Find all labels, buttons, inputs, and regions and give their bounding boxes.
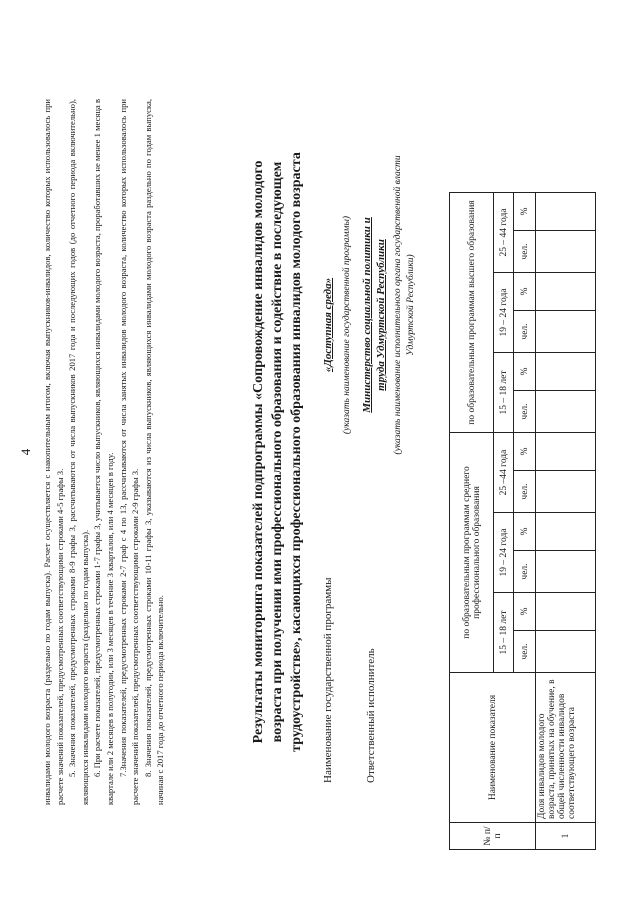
- table-cell: [536, 513, 596, 551]
- unit-percent-header: %: [514, 593, 536, 631]
- note-paragraph: 5. Значения показателей, предусмотренных строками 8-9 графы 3, рассчитываются от числа выпускников 2017 года и последующих годов (до отчетного периода включительно), являющихся инвалидами молодого возраста (раздельно по годам выпуска).: [67, 99, 90, 805]
- notes-block: [41, 99, 167, 805]
- table-cell: [536, 193, 596, 231]
- table-cell: [536, 551, 596, 593]
- table-cell: [536, 311, 596, 353]
- age-group-header: 25 – 44 года: [494, 193, 514, 273]
- unit-people-header: чел.: [514, 311, 536, 353]
- note-paragraph: инвалидами молодого возраста (раздельно по годам выпуска). Расчет осуществляется с накопительным итогом, включая выпускников-инвалидов, количество которых использовалось при расчете значений показателей, предусмотренных соответствующими строками 4-5 графы 3.: [42, 99, 65, 805]
- executor-value: Министерство социальной политики и труда Удмуртской Республики: [361, 217, 387, 413]
- unit-percent-header: %: [514, 353, 536, 391]
- table-cell: [536, 471, 596, 513]
- col-num-header: № п/п: [450, 823, 536, 850]
- note-paragraph: 6. При расчете показателей, предусмотренных строками 1-7 графы 3, учитывается число выпускников, являющихся инвалидами молодого возраста, проработавших не менее 1 месяца в квартале или 2 месяцев в полугодии, или 3 месяцев в течение 3 кварталов, или 4 месяцев в году.: [92, 99, 115, 805]
- col-name-header: Наименование показателя: [450, 673, 536, 823]
- program-hint: (указать наименование государственной программы): [342, 215, 352, 435]
- unit-percent-header: %: [514, 273, 536, 311]
- table-cell: [536, 631, 596, 673]
- note-paragraph: 7.Значения показателей, предусмотренных строками 2-7 граф с 4 по 13, рассчитываются от числа занятых инвалидов молодого возраста, количество которых использовалось при расчете значений показателей, предусмотренных соответствующими строками 2-9 графы 3.: [117, 99, 141, 805]
- table-cell: [536, 433, 596, 471]
- executor-label: Ответственный исполнитель: [365, 648, 377, 783]
- program-label: Наименование государственной программы: [322, 577, 334, 783]
- row-name-cell: Доля инвалидов молодого возраста, принятых на обучение, в общей численности инвалидов соответствующего возраста: [536, 673, 596, 823]
- program-value: «Доступная среда»: [322, 277, 334, 373]
- unit-percent-header: %: [514, 193, 536, 231]
- document-title: Результаты мониторинга показателей подпрограммы «Сопровождение инвалидов молодого возраста при получении ими профессионального образования и содействие в последующем трудоустройстве», касающихся профессионального образования инвалидов молодого возраста: [251, 152, 304, 752]
- page-number: 4: [18, 448, 33, 456]
- note-paragraph: 8. Значения показателей, предусмотренных строками 10-11 графы 3, указываются из числа выпускников, являющихся инвалидами молодого возраста раздельно по годам выпуска, начиная с 2017 года до отчетного периода включительно.: [142, 99, 166, 805]
- executor-hint: (указать наименование исполнительного органа государственной власти Удмуртской Республики): [393, 155, 416, 455]
- group-higher-header: по образовательным программам высшего образования: [450, 193, 494, 433]
- age-group-header: 15 – 18 лет: [494, 353, 514, 433]
- unit-percent-header: %: [514, 513, 536, 551]
- unit-percent-header: %: [514, 433, 536, 471]
- age-group-header: 25 –44 года: [494, 433, 514, 513]
- indicators-table: [449, 192, 596, 850]
- unit-people-header: чел.: [514, 551, 536, 593]
- table-cell: [536, 593, 596, 631]
- age-group-header: 15 – 18 лет: [494, 593, 514, 673]
- unit-people-header: чел.: [514, 391, 536, 433]
- table-row: [536, 193, 596, 850]
- table-cell: [536, 231, 596, 273]
- group-secondary-header: по образовательным программам среднего профессионального образования: [450, 433, 494, 673]
- age-group-header: 19 – 24 года: [494, 273, 514, 353]
- unit-people-header: чел.: [514, 471, 536, 513]
- unit-people-header: чел.: [514, 231, 536, 273]
- age-group-header: 19 – 24 года: [494, 513, 514, 593]
- table-cell: [536, 273, 596, 311]
- row-num-cell: 1: [536, 823, 596, 850]
- table-cell: [536, 391, 596, 433]
- table-cell: [536, 353, 596, 391]
- unit-people-header: чел.: [514, 631, 536, 673]
